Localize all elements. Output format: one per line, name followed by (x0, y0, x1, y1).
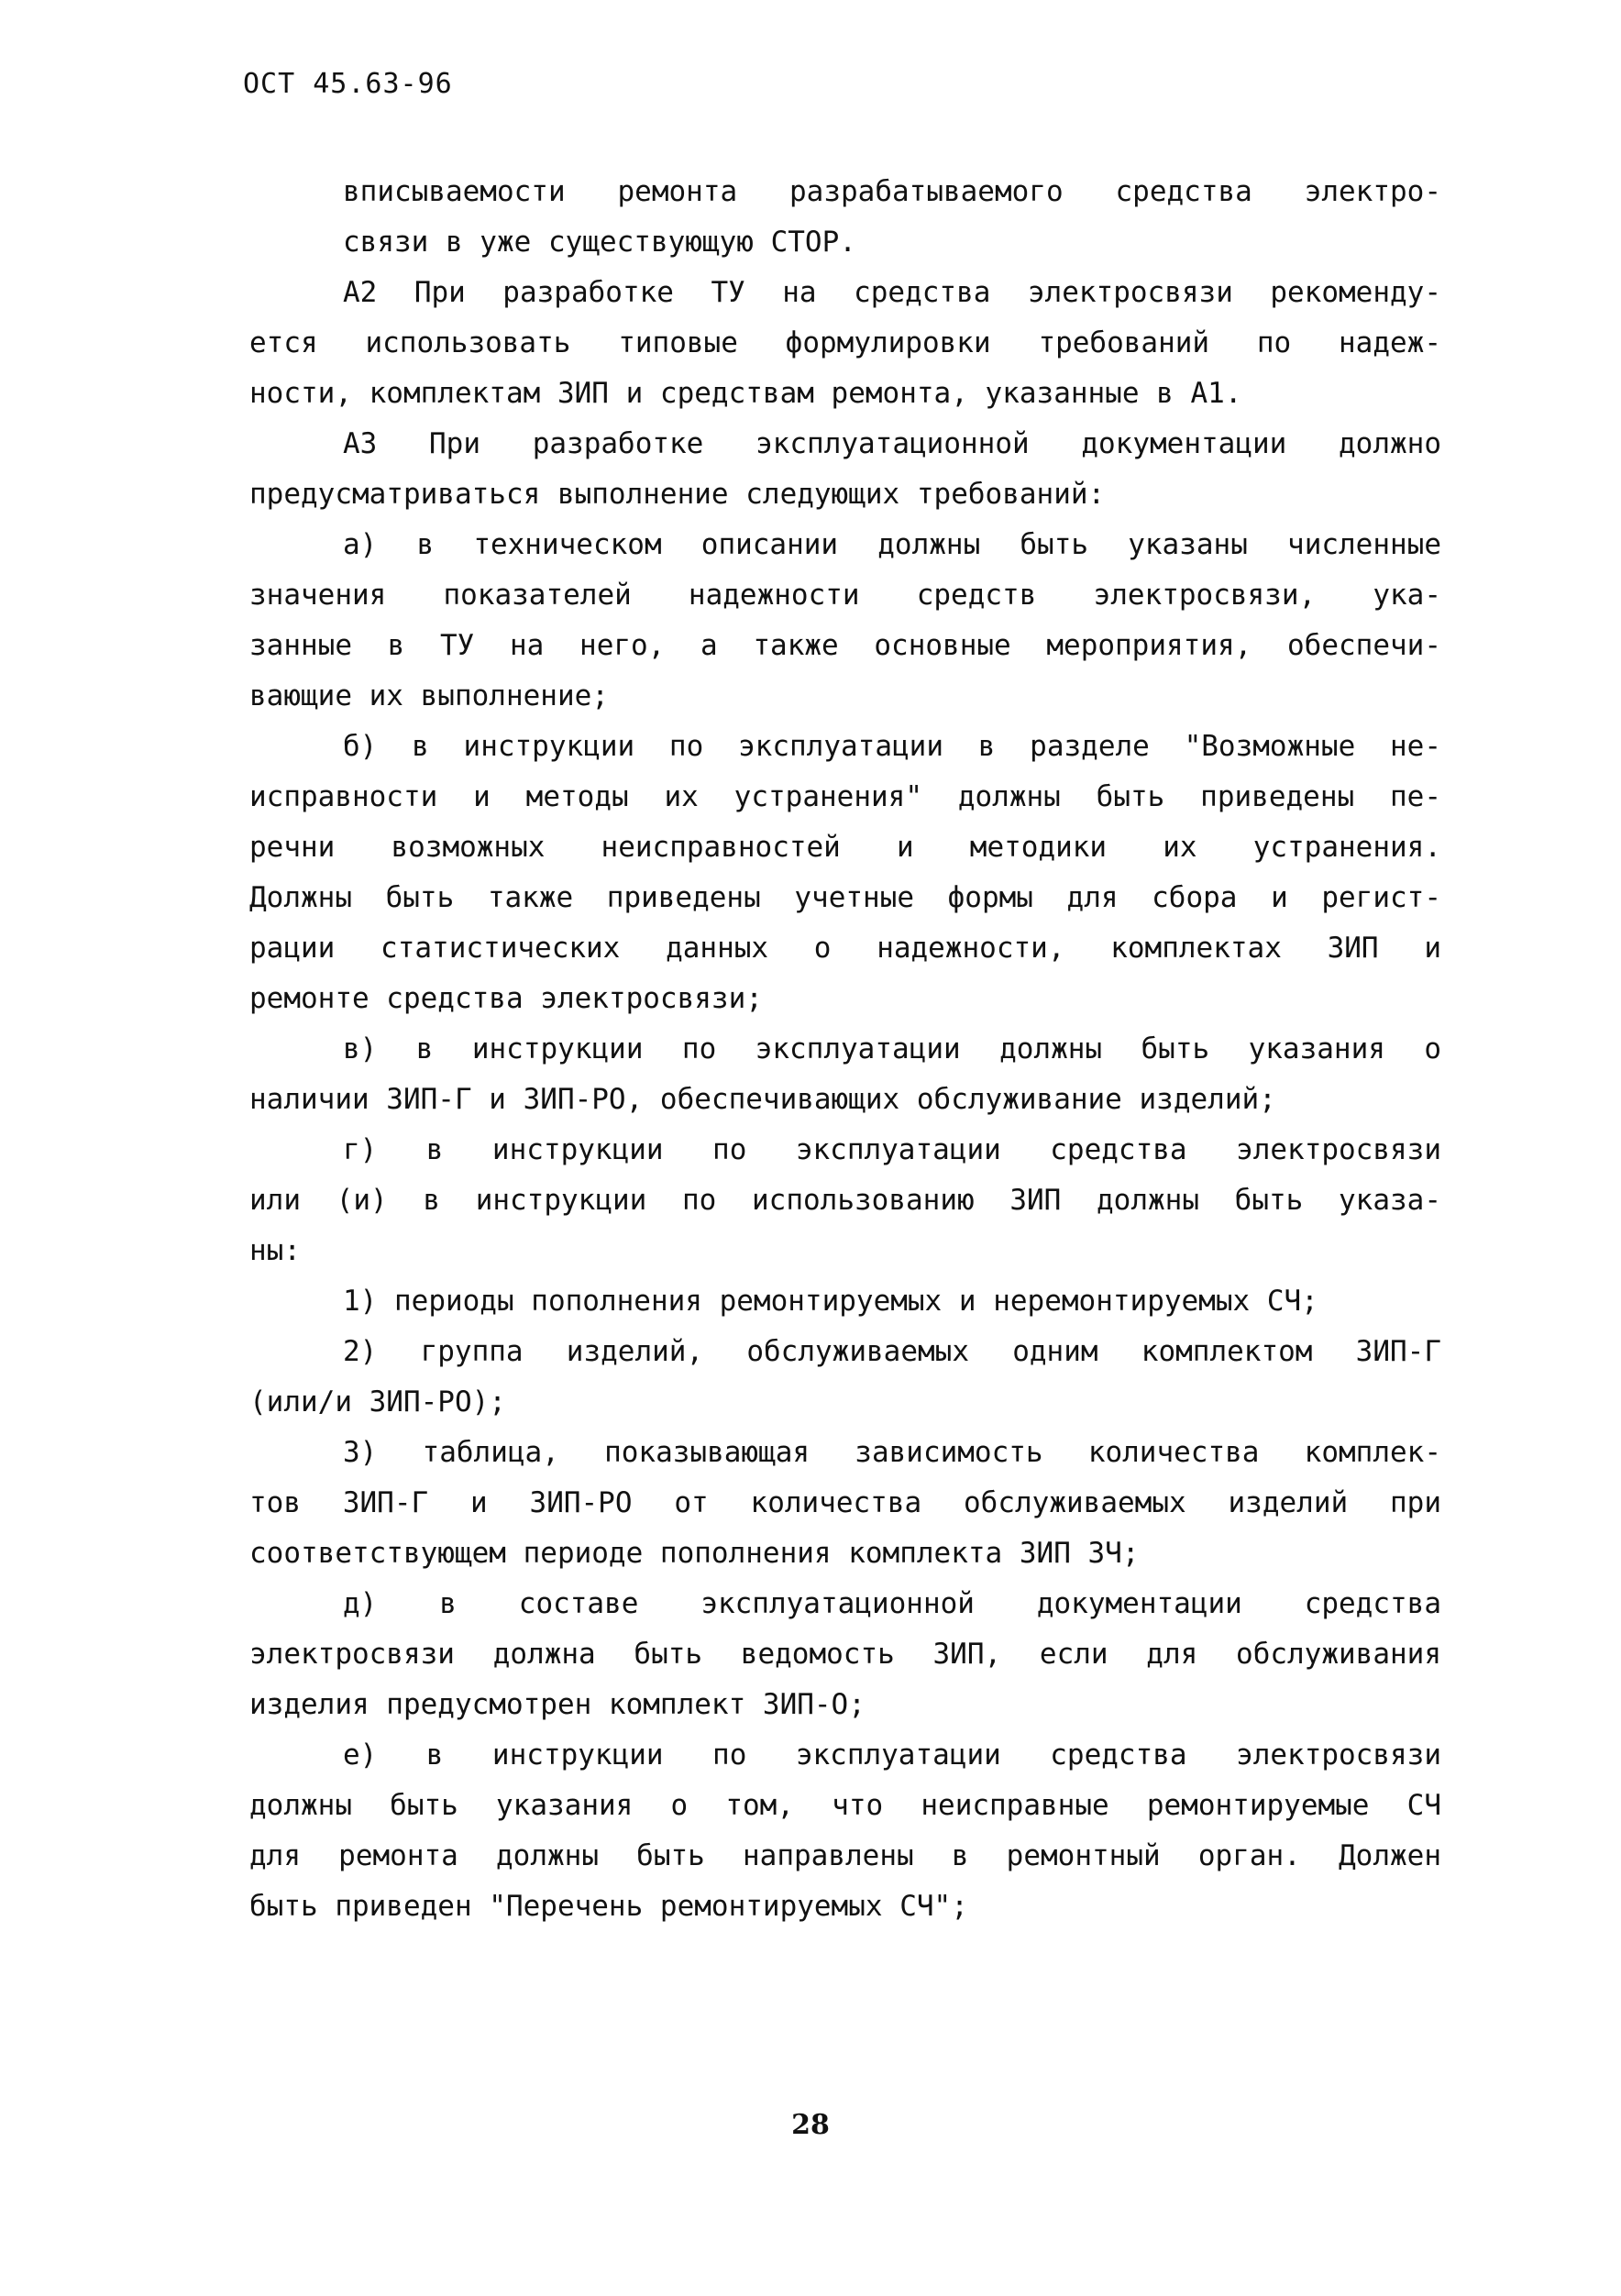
text-line: для ремонта должны быть направлены в ремонтный орган. Должен (249, 1839, 1441, 1872)
text-line: б) в инструкции по эксплуатации в разделе "Возможные не- (343, 730, 1441, 763)
text-line: 2) группа изделий, обслуживаемых одним комплектом ЗИП-Г (343, 1335, 1441, 1368)
text-line: изделия предусмотрен комплект ЗИП-О; (249, 1688, 866, 1721)
text-line: электросвязи должна быть ведомость ЗИП, если для обслуживания (249, 1638, 1441, 1671)
text-line: быть приведен "Перечень ремонтируемых СЧ"; (249, 1890, 968, 1923)
text-line: 1) периоды пополнения ремонтируемых и неремонтируемых СЧ; (343, 1285, 1318, 1318)
text-line: тов ЗИП-Г и ЗИП-РО от количества обслуживаемых изделий при (249, 1486, 1441, 1519)
text-line: речни возможных неисправностей и методики их устранения. (249, 831, 1441, 864)
text-line: или (и) в инструкции по использованию ЗИП должны быть указа- (249, 1184, 1441, 1217)
text-line: Должны быть также приведены учетные формы для сбора и регист- (249, 881, 1441, 914)
text-line: значения показателей надежности средств электросвязи, ука- (249, 579, 1441, 612)
text-line: занные в ТУ на него, а также основные мероприятия, обеспечи- (249, 629, 1441, 662)
text-line: ремонте средства электросвязи; (249, 982, 763, 1015)
body-text (249, 167, 1441, 1932)
text-line: А2 При разработке ТУ на средства электросвязи рекоменду- (343, 276, 1441, 309)
text-line: связи в уже существующую СТОР. (343, 226, 856, 259)
text-line: предусматриваться выполнение следующих требований: (249, 478, 1106, 511)
text-line: должны быть указания о том, что неисправные ремонтируемые СЧ (249, 1789, 1441, 1822)
text-line: г) в инструкции по эксплуатации средства электросвязи (343, 1133, 1441, 1166)
text-line: е) в инструкции по эксплуатации средства электросвязи (343, 1739, 1441, 1772)
text-line: ности, комплектам ЗИП и средствам ремонта, указанные в А1. (249, 377, 1242, 410)
text-line: (или/и ЗИП-РО); (249, 1385, 506, 1418)
text-line: а) в техническом описании должны быть указаны численные (343, 528, 1441, 561)
text-line: ны: (249, 1234, 301, 1267)
text-line: вписываемости ремонта разрабатываемого средства электро- (343, 175, 1441, 208)
text-line: д) в составе эксплуатационной документации средства (343, 1587, 1441, 1620)
text-line: ется использовать типовые формулировки требований по надеж- (249, 326, 1441, 359)
text-line: рации статистических данных о надежности, комплектах ЗИП и (249, 932, 1441, 965)
text-line: вающие их выполнение; (249, 679, 609, 712)
text-line: в) в инструкции по эксплуатации должны быть указания о (343, 1032, 1441, 1065)
text-line: наличии ЗИП-Г и ЗИП-РО, обеспечивающих обслуживание изделий; (249, 1083, 1276, 1116)
text-line: исправности и методы их устранения" должны быть приведены пе- (249, 780, 1441, 813)
page-number: 28 (791, 2109, 830, 2141)
text-line: соответствующем периоде пополнения комплекта ЗИП ЗЧ; (249, 1537, 1140, 1570)
text-line: А3 При разработке эксплуатационной документации должно (343, 427, 1441, 460)
text-line: 3) таблица, показывающая зависимость количества комплек- (343, 1436, 1441, 1469)
document-code: ОСТ 45.63-96 (243, 68, 453, 100)
